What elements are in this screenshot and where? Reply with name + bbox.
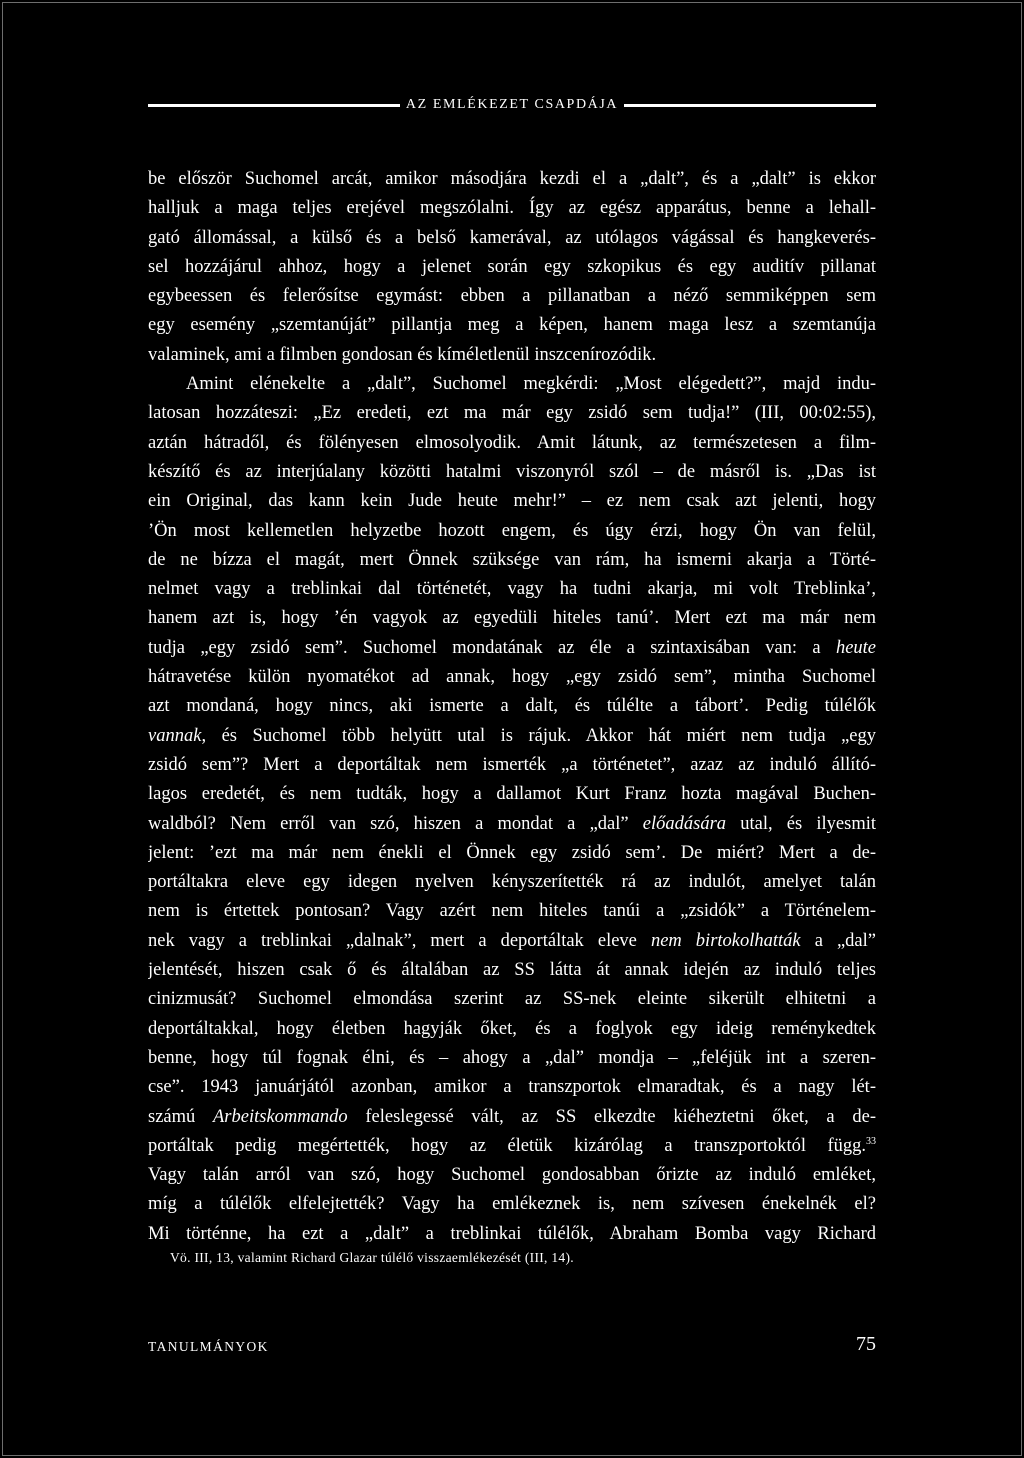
running-header bbox=[148, 94, 876, 116]
text-line: ’Ön most kellemetlen helyzetbe hozott engem, és úgy érzi, hogy Ön van felül, bbox=[148, 520, 876, 541]
text-line: zsidó sem”? Mert a deportáltak nem ismerték „a történetet”, azaz az induló állító- bbox=[148, 754, 876, 775]
text-segment: nek vagy a treblinkai „dalnak”, mert a deportáltak eleve bbox=[148, 930, 651, 951]
text-segment: portáltak pedig megértették, hogy az életük kizárólag a transzportoktól függ. bbox=[148, 1135, 866, 1156]
italic-phrase-nem-birtokolhattak: nem birtokolhatták bbox=[650, 930, 801, 951]
text-line: sel hozzájárul ahhoz, hogy a jelenet során egy szkopikus és egy auditív pillanat bbox=[148, 256, 876, 277]
text-line bbox=[148, 722, 876, 751]
footer-section-label: TANULMÁNYOK bbox=[148, 1339, 269, 1354]
text-line: ein Original, das kann kein Jude heute mehr!” – ez nem csak azt jelenti, hogy bbox=[148, 491, 876, 512]
text-line: Amint elénekelte a „dalt”, Suchomel megkérdi: „Most elégedett?”, majd indu- bbox=[186, 374, 876, 395]
text-line: portáltakra eleve egy idegen nyelven kényszerítették rá az indulót, amelyet talán bbox=[148, 872, 876, 893]
text-line bbox=[148, 634, 876, 663]
text-line: valaminek, ami a filmben gondosan és kíméletlenül inszcenírozódik. bbox=[148, 344, 657, 365]
text-line: jelent: ’ezt ma már nem énekli el Önnek egy zsidó sem’. De miért? Mert a de- bbox=[148, 842, 876, 863]
text-line: lagos eredetét, és nem tudták, hogy a dallamot Kurt Franz hozta magával Buchen- bbox=[148, 784, 876, 805]
text-line bbox=[148, 1132, 876, 1161]
text-line: Vagy talán arról van szó, hogy Suchomel gondosabban őrizte az induló emléket, bbox=[148, 1165, 876, 1186]
text-line: de ne bízza el magát, mert Önnek szüksége van rám, ha ismerni akarja a Törté- bbox=[148, 549, 876, 570]
text-line bbox=[148, 927, 876, 956]
text-line: be először Suchomel arcát, amikor másodjára kezdi el a „dalt”, és a „dalt” is ekkor bbox=[148, 169, 876, 189]
header-rule-left bbox=[148, 104, 400, 107]
page-number: 75 bbox=[856, 1333, 876, 1355]
text-segment: a „dal” bbox=[800, 930, 876, 951]
text-line: azt mondaná, hogy nincs, aki ismerte a dalt, és túlélte a tábort’. Pedig túlélők bbox=[148, 696, 876, 717]
header-rule-right bbox=[624, 104, 876, 107]
text-line: deportáltakkal, hogy életben hagyják őket, és a foglyok egy ideig reménykedtek bbox=[148, 1018, 876, 1039]
text-line: Mi történne, ha ezt a „dalt” a treblinkai túlélők, Abraham Bomba vagy Richard bbox=[148, 1223, 876, 1244]
italic-word-heute: heute bbox=[835, 637, 876, 658]
text-line: cse”. 1943 januárjától azonban, amikor a transzportok elmaradtak, és a nagy lét- bbox=[148, 1077, 876, 1098]
text-line bbox=[148, 810, 876, 839]
text-line: cinizmusát? Suchomel elmondása szerint az SS-nek eleinte sikerült elhitetni a bbox=[148, 989, 876, 1010]
text-line: míg a túlélők elfelejtették? Vagy ha emlékeznek is, nem szívesen énekelnék el? bbox=[148, 1194, 876, 1215]
text-line: nelmet vagy a treblinkai dal történetét, vagy ha tudni akarja, mi volt Treblinka’, bbox=[148, 579, 876, 600]
italic-word-eloadasara: előadására bbox=[642, 813, 727, 834]
text-line: hátravetése külön nyomatékot ad annak, hogy „egy zsidó sem”, mintha Suchomel bbox=[148, 667, 876, 688]
text-line: latosan hozzáteszi: „Ez eredeti, ezt ma már egy zsidó sem tudja!” (III, 00:02:55), bbox=[148, 403, 876, 424]
text-line: hanem azt is, hogy ’én vagyok az egyedüli hiteles tanú’. Mert ezt ma már nem bbox=[148, 608, 876, 629]
text-line: egy esemény „szemtanúját” pillantja meg a képen, hanem maga lesz a szemtanúja bbox=[148, 315, 876, 336]
text-line: benne, hogy túl fognak élni, és – ahogy a „dal” mondja – „feléjük int a szeren- bbox=[148, 1047, 876, 1068]
text-line: egybeessen és felerősítse egymást: ebben a pillanatban a néző semmiképpen sem bbox=[148, 286, 876, 307]
text-line: aztán hátradől, és fölényesen elmosolyodik. Amit látunk, az természetesen a film- bbox=[148, 432, 876, 453]
text-segment: utal, és ilyesmit bbox=[726, 813, 876, 834]
text-line: jelentését, hiszen csak ő és általában az SS látta át annak idején az induló teljes bbox=[148, 960, 876, 981]
footnote: Vö. III, 13, valamint Richard Glazar túlélő visszaemlékezését (III, 14). bbox=[170, 1250, 574, 1265]
text-line: nem is értettek pontosan? Vagy azért nem hiteles tanúi a „zsidók” a Történelem- bbox=[148, 901, 876, 922]
body-text bbox=[148, 165, 876, 1249]
italic-word-vannak: vannak bbox=[148, 725, 202, 746]
text-line: halljuk a maga teljes erejével megszólalni. Így az egész apparátus, benne a lehall- bbox=[148, 198, 876, 219]
text-segment: tudja „egy zsidó sem”. Suchomel mondatának az éle a szintaxisában van: a bbox=[148, 637, 836, 658]
footnote-reference: 33 bbox=[866, 1135, 876, 1147]
text-segment: , és Suchomel több helyütt utal is rájuk. Akkor hát miért nem tudja „egy bbox=[201, 725, 876, 746]
text-line: készítő és az interjúalany közötti hatalmi viszonyról szól – de másről is. „Das ist bbox=[148, 461, 876, 482]
text-segment: számú bbox=[148, 1106, 213, 1127]
text-segment: feleslegessé vált, az SS elkezdte kiéheztetni őket, a de- bbox=[347, 1106, 876, 1127]
text-segment: waldból? Nem erről van szó, hiszen a mondat a „dal” bbox=[148, 813, 643, 834]
text-line bbox=[148, 1103, 876, 1132]
running-title: AZ EMLÉKEZET CSAPDÁJA bbox=[405, 97, 619, 112]
italic-word-arbeitskommando: Arbeitskommando bbox=[213, 1106, 348, 1127]
text-line: gató állomással, a külső és a belső kamerával, az utólagos vágással és hangkeverés- bbox=[148, 227, 876, 248]
